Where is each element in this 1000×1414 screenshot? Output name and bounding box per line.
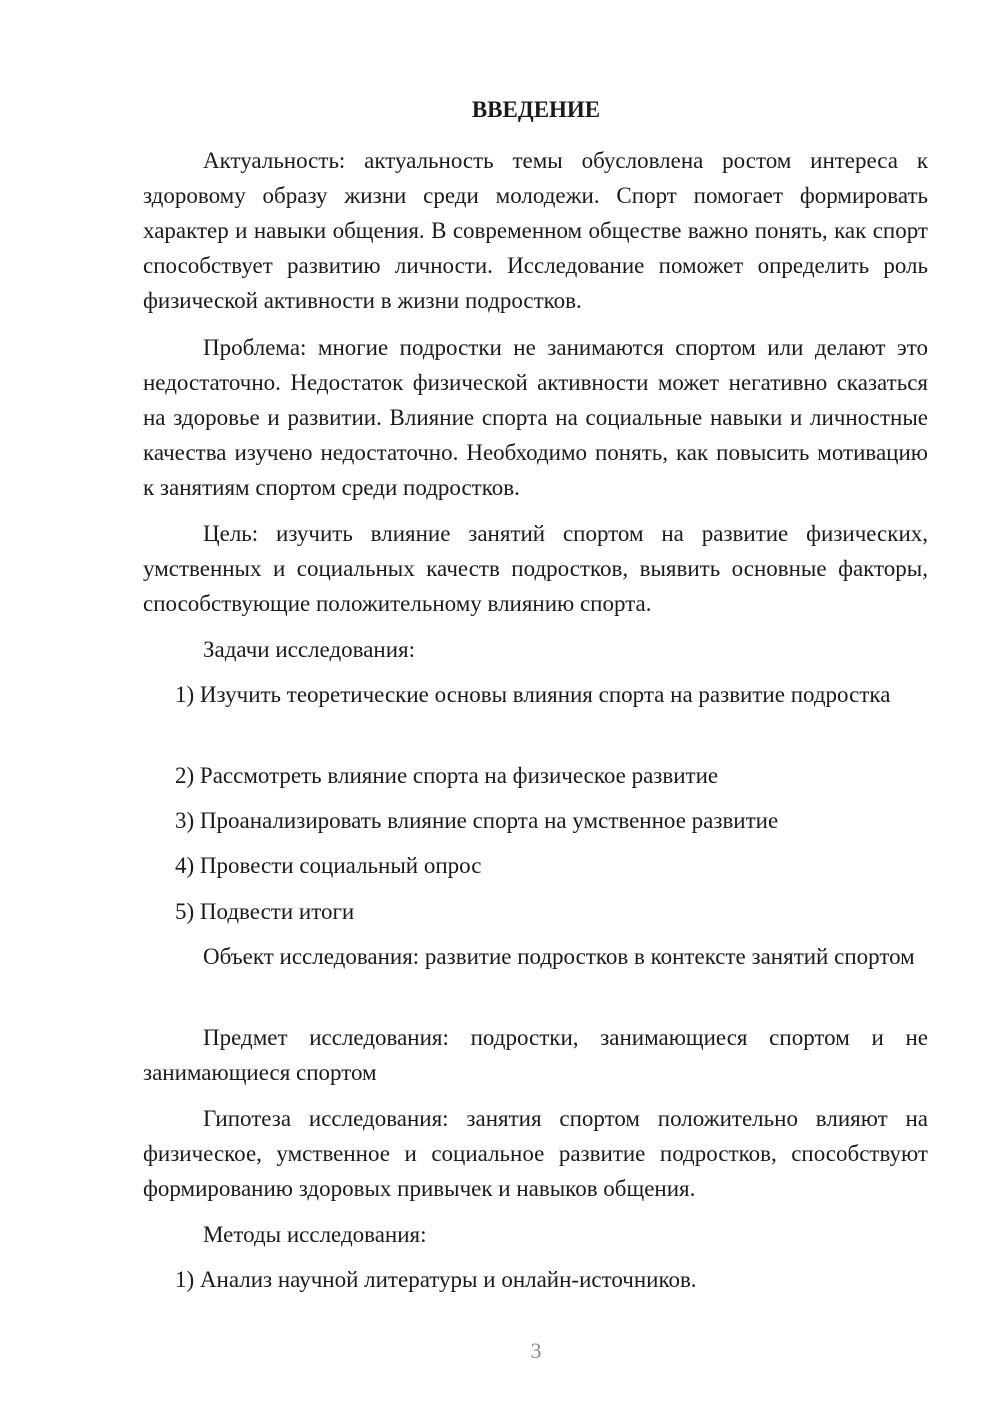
- task-item: 5) Подвести итоги: [175, 899, 355, 924]
- page-number: 3: [530, 1338, 542, 1363]
- task-item: 2) Рассмотреть влияние спорта на физическое развитие: [175, 763, 719, 788]
- hypothesis-paragraph: Гипотеза исследования: занятия спортом положительно влияют на физическое, умственное и социальное развитие подростков, способствуют формированию здоровых привычек и навыков общения.: [143, 1106, 928, 1201]
- tasks-heading: Задачи исследования:: [203, 637, 416, 662]
- relevance-paragraph: Актуальность: актуальность темы обусловлена ростом интереса к здоровому образу жизни среди молодежи. Спорт помогает формировать характер и навыки общения. В современном обществе важно понять, как спорт способствует развитию личности. Исследование поможет определить роль физической активности в жизни подростков.: [143, 148, 928, 313]
- goal-paragraph: Цель: изучить влияние занятий спортом на развитие физических, умственных и социальных качеств подростков, выявить основные факторы, способствующие положительному влиянию спорта.: [143, 521, 928, 616]
- problem-paragraph: Проблема: многие подростки не занимаются спортом или делают это недостаточно. Недостаток физической активности может негативно сказаться на здоровье и развитии. Влияние спорта на социальные навыки и личностные качества изучено недостаточно. Необходимо понять, как повысить мотивацию к занятиям спортом среди подростков.: [143, 335, 928, 500]
- task-item: 1) Изучить теоретические основы влияния спорта на развитие подростка: [175, 682, 891, 707]
- subject-paragraph: Предмет исследования: подростки, занимающиеся спортом и не занимающиеся спортом: [143, 1025, 928, 1085]
- method-item: 1) Анализ научной литературы и онлайн-источников.: [175, 1267, 697, 1292]
- object-paragraph: Объект исследования: развитие подростков в контексте занятий спортом: [203, 944, 915, 969]
- page-title: ВВЕДЕНИЕ: [471, 97, 601, 122]
- task-item: 3) Проанализировать влияние спорта на умственное развитие: [175, 808, 779, 833]
- methods-heading: Методы исследования:: [203, 1222, 427, 1247]
- task-item: 4) Провести социальный опрос: [175, 853, 482, 878]
